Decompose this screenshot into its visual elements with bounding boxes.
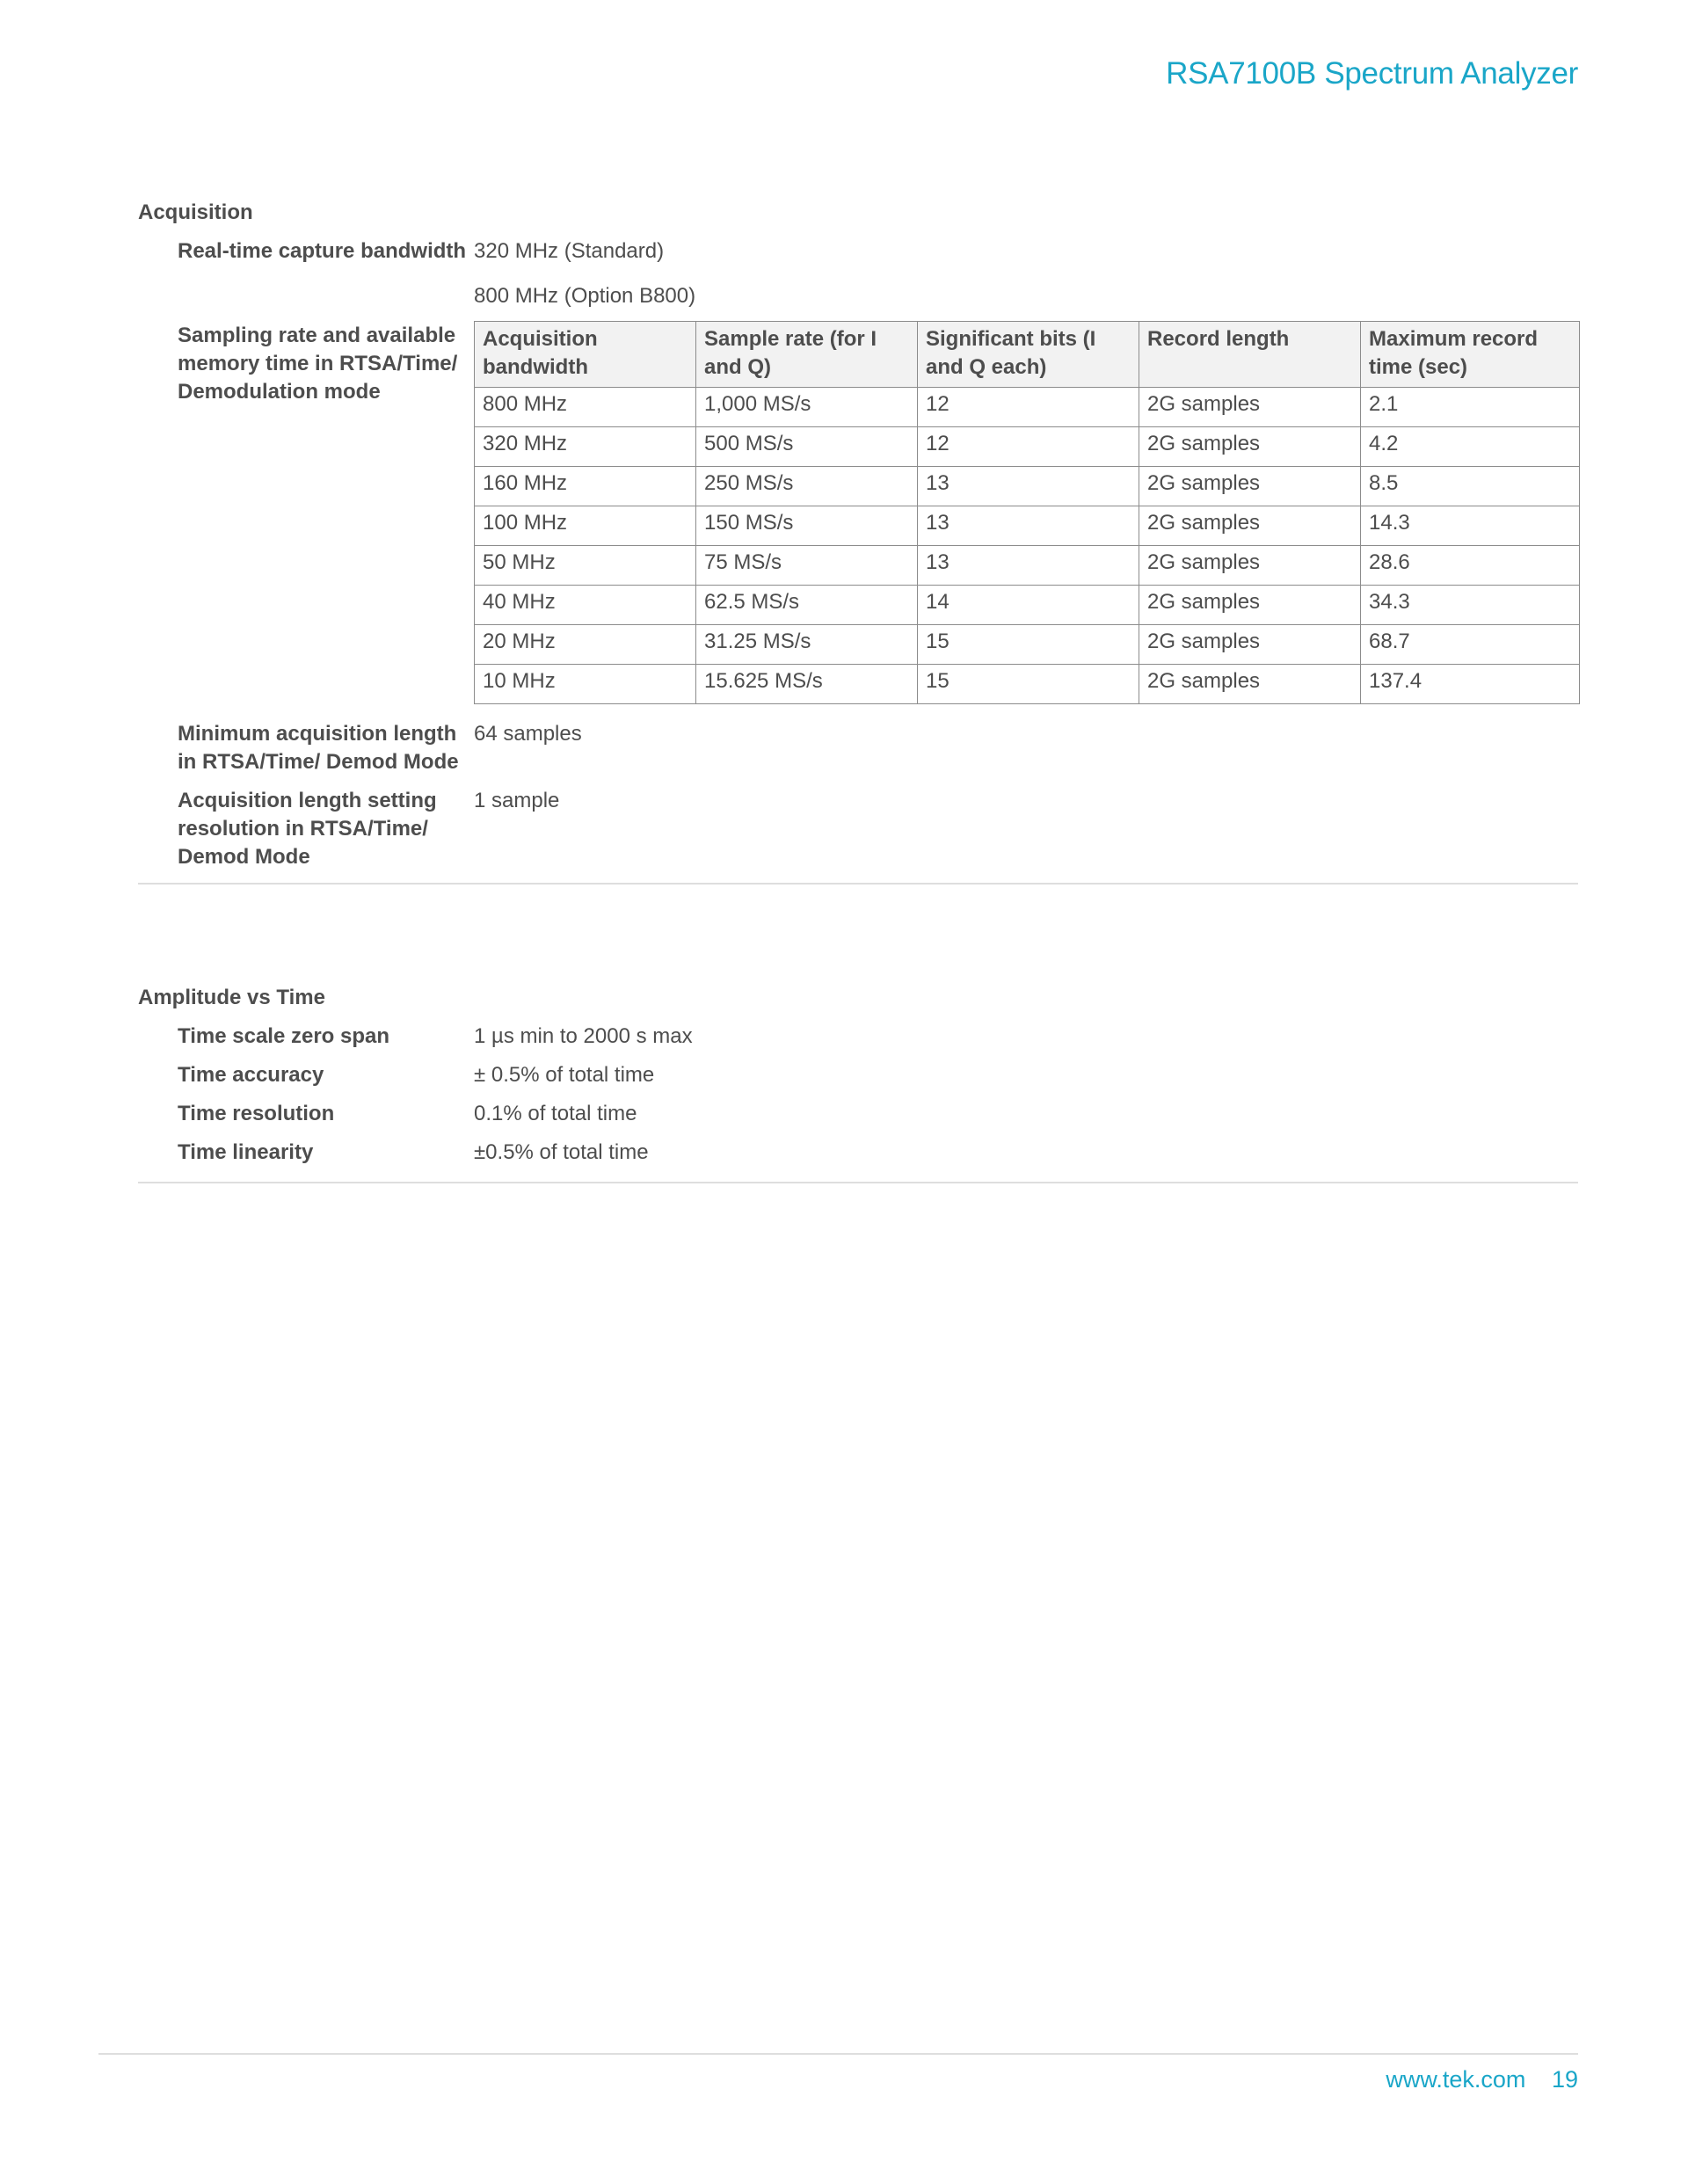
- realtime-bandwidth-standard: 320 MHz (Standard): [474, 239, 665, 263]
- table-header-cell: Significant bits (I and Q each): [918, 322, 1139, 388]
- page-header-title: RSA7100B Spectrum Analyzer: [1166, 56, 1578, 91]
- time-scale-zero-span-value: 1 µs min to 2000 s max: [474, 1024, 693, 1048]
- table-cell: 28.6: [1361, 546, 1580, 586]
- table-header-cell: Record length: [1139, 322, 1361, 388]
- min-acquisition-length-value: 64 samples: [474, 722, 582, 746]
- table-cell: 15.625 MS/s: [696, 665, 918, 704]
- table-cell: 150 MS/s: [696, 506, 918, 546]
- table-cell: 320 MHz: [475, 427, 696, 467]
- time-accuracy-label: Time accuracy: [178, 1063, 324, 1087]
- table-row: [475, 665, 1580, 704]
- table-cell: 160 MHz: [475, 467, 696, 506]
- table-cell: 34.3: [1361, 586, 1580, 625]
- time-accuracy-value: ± 0.5% of total time: [474, 1063, 655, 1087]
- table-cell: 12: [918, 388, 1139, 427]
- table-cell: 2G samples: [1139, 546, 1361, 586]
- table-cell: 2G samples: [1139, 506, 1361, 546]
- time-scale-zero-span-label: Time scale zero span: [178, 1024, 390, 1048]
- table-header-cell: Acquisition bandwidth: [475, 322, 696, 388]
- table-row: [475, 427, 1580, 467]
- table-cell: 137.4: [1361, 665, 1580, 704]
- table-row: [475, 625, 1580, 665]
- table-cell: 10 MHz: [475, 665, 696, 704]
- table-cell: 50 MHz: [475, 546, 696, 586]
- table-cell: 2G samples: [1139, 665, 1361, 704]
- table-cell: 4.2: [1361, 427, 1580, 467]
- acquisition-length-resolution-label: Acquisition length setting resolution in RTSA/Time/ Demod Mode: [178, 789, 437, 869]
- page-number: 19: [1551, 2066, 1578, 2093]
- time-linearity-value: ±0.5% of total time: [474, 1140, 649, 1164]
- table-cell: 8.5: [1361, 467, 1580, 506]
- table-cell: 15: [918, 625, 1139, 665]
- table-cell: 2G samples: [1139, 388, 1361, 427]
- table-header-cell: Sample rate (for I and Q): [696, 322, 918, 388]
- table-cell: 15: [918, 665, 1139, 704]
- realtime-bandwidth-label: Real-time capture bandwidth: [178, 239, 467, 263]
- table-cell: 12: [918, 427, 1139, 467]
- table-cell: 14: [918, 586, 1139, 625]
- table-cell: 13: [918, 506, 1139, 546]
- table-cell: 75 MS/s: [696, 546, 918, 586]
- table-cell: 62.5 MS/s: [696, 586, 918, 625]
- table-row: [475, 506, 1580, 546]
- table-cell: 100 MHz: [475, 506, 696, 546]
- acquisition-length-resolution-value: 1 sample: [474, 789, 560, 812]
- table-cell: 2G samples: [1139, 586, 1361, 625]
- table-cell: 2.1: [1361, 388, 1580, 427]
- table-cell: 31.25 MS/s: [696, 625, 918, 665]
- table-row: [475, 546, 1580, 586]
- table-cell: 500 MS/s: [696, 427, 918, 467]
- footer-url-link[interactable]: www.tek.com: [1386, 2066, 1526, 2093]
- min-acquisition-length-label: Minimum acquisition length in RTSA/Time/ Demod Mode: [178, 722, 459, 774]
- amplitude-vs-time-section-title: Amplitude vs Time: [138, 986, 325, 1009]
- table-row: [475, 388, 1580, 427]
- table-cell: 1,000 MS/s: [696, 388, 918, 427]
- sampling-rate-label: Sampling rate and available memory time in RTSA/Time/ Demodulation mode: [178, 324, 458, 404]
- table-cell: 13: [918, 546, 1139, 586]
- footer-divider: [98, 2053, 1578, 2055]
- table-cell: 250 MS/s: [696, 467, 918, 506]
- time-linearity-label: Time linearity: [178, 1140, 314, 1164]
- table-row: [475, 586, 1580, 625]
- section-divider: [138, 883, 1578, 885]
- table-header-cell: Maximum record time (sec): [1361, 322, 1580, 388]
- section-divider: [138, 1182, 1578, 1183]
- time-resolution-label: Time resolution: [178, 1102, 335, 1125]
- table-cell: 14.3: [1361, 506, 1580, 546]
- table-header-row: [475, 322, 1580, 388]
- table-cell: 40 MHz: [475, 586, 696, 625]
- realtime-bandwidth-option: 800 MHz (Option B800): [474, 284, 696, 308]
- table-cell: 2G samples: [1139, 427, 1361, 467]
- table-cell: 2G samples: [1139, 467, 1361, 506]
- page-footer: [1386, 2066, 1578, 2093]
- time-resolution-value: 0.1% of total time: [474, 1102, 637, 1125]
- table-cell: 800 MHz: [475, 388, 696, 427]
- table-cell: 20 MHz: [475, 625, 696, 665]
- table-cell: 68.7: [1361, 625, 1580, 665]
- acquisition-section-title: Acquisition: [138, 200, 253, 224]
- table-row: [475, 467, 1580, 506]
- table-cell: 13: [918, 467, 1139, 506]
- sampling-rate-table: [474, 321, 1580, 704]
- table-cell: 2G samples: [1139, 625, 1361, 665]
